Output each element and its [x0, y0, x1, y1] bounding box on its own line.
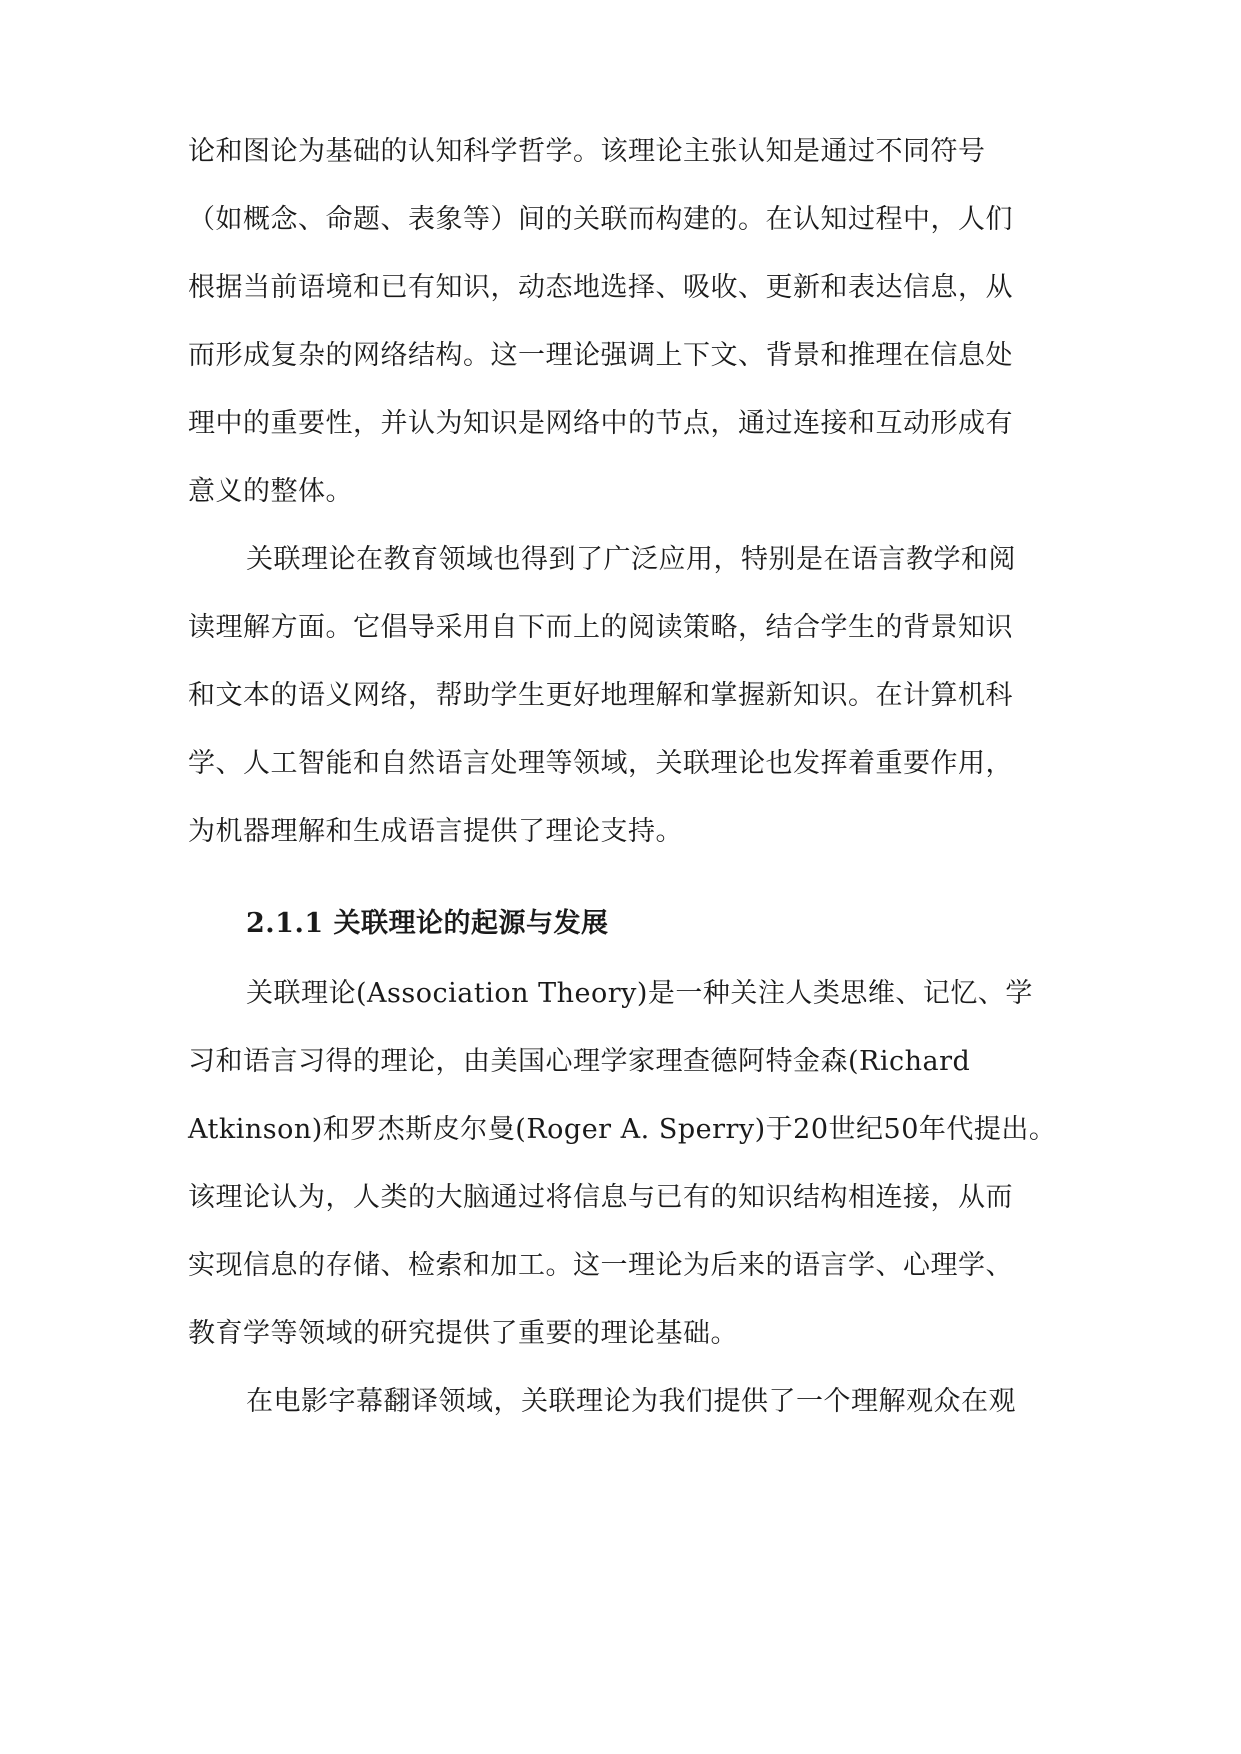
text-line: 读理解方面。它倡导采用自下而上的阅读策略，结合学生的背景知识 — [188, 612, 1013, 643]
text-line: 为机器理解和生成语言提供了理论支持。 — [188, 816, 683, 847]
text-line: 意义的整体。 — [188, 476, 353, 507]
text-line: Atkinson)和罗杰斯皮尔曼(Roger A. Sperry)于20世纪50年代提出。 — [188, 1114, 1057, 1145]
text-line: 实现信息的存储、检索和加工。这一理论为后来的语言学、心理学、 — [188, 1250, 1013, 1281]
text-line: 理中的重要性，并认为知识是网络中的节点，通过连接和互动形成有 — [188, 408, 1013, 439]
text-line: 学、人工智能和自然语言处理等领域，关联理论也发挥着重要作用， — [188, 748, 1013, 779]
text-line: （如概念、命题、表象等）间的关联而构建的。在认知过程中，人们 — [188, 204, 1013, 235]
text-line: 在电影字幕翻译领域，关联理论为我们提供了一个理解观众在观 — [246, 1386, 1016, 1417]
text-line: 根据当前语境和已有知识，动态地选择、吸收、更新和表达信息，从 — [188, 272, 1013, 303]
text-line: 和文本的语义网络，帮助学生更好地理解和掌握新知识。在计算机科 — [188, 680, 1013, 711]
text-line: 而形成复杂的网络结构。这一理论强调上下文、背景和推理在信息处 — [188, 340, 1013, 371]
text-line: 关联理论(Association Theory)是一种关注人类思维、记忆、学 — [246, 978, 1033, 1009]
text-line: 论和图论为基础的认知科学哲学。该理论主张认知是通过不同符号 — [188, 136, 986, 167]
text-line: 习和语言习得的理论，由美国心理学家理查德阿特金森(Richard — [188, 1046, 971, 1077]
section-heading: 2.1.1 关联理论的起源与发展 — [246, 908, 609, 939]
text-line: 该理论认为，人类的大脑通过将信息与已有的知识结构相连接，从而 — [188, 1182, 1013, 1213]
text-line: 教育学等领域的研究提供了重要的理论基础。 — [188, 1318, 738, 1349]
text-line: 关联理论在教育领域也得到了广泛应用，特别是在语言教学和阅 — [246, 544, 1016, 575]
